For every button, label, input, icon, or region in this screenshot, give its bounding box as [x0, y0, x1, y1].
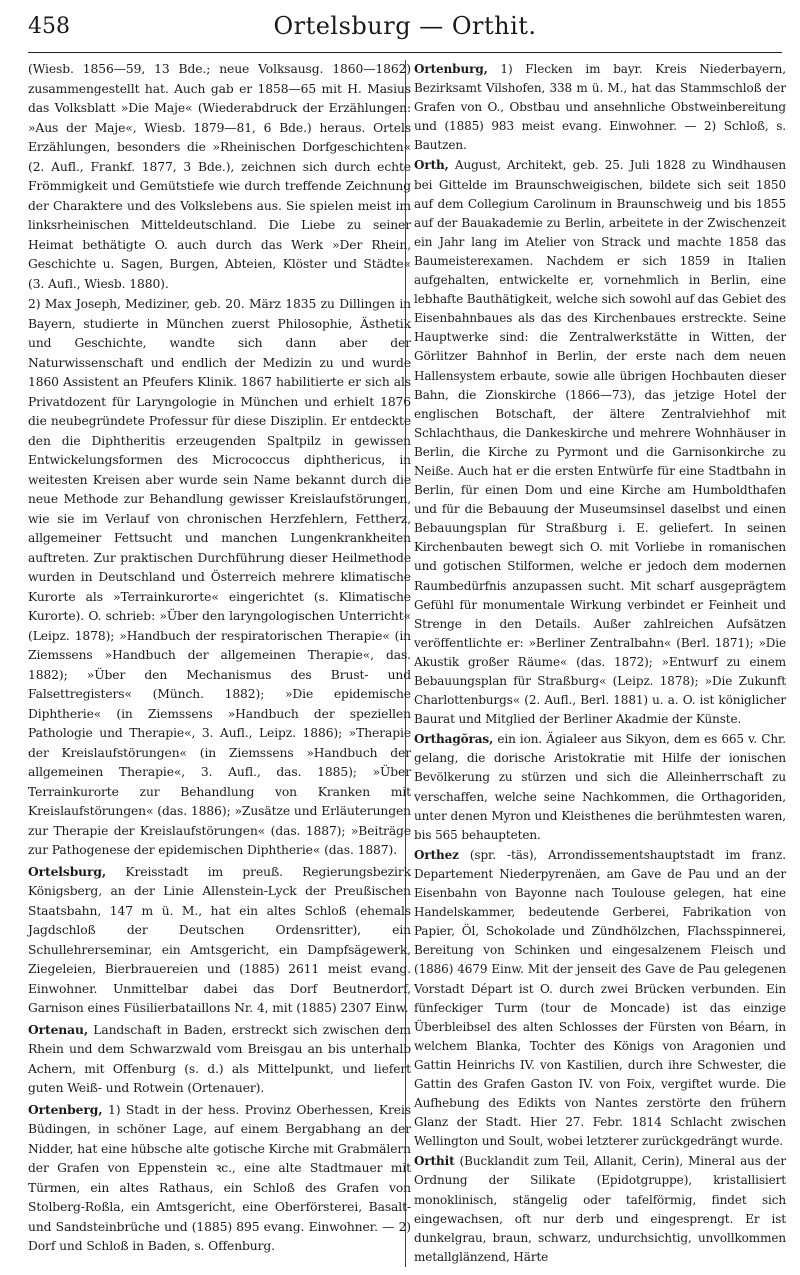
- entry-orth: Orth, August, Architekt, geb. 25. Juli 1828 zu Windhausen bei Gittelde im Braunschweigischen, bildete sich seit 1850 auf dem Collegium Carolinum in Braunschweig und bis 1855 auf der Bauakademie zu Berlin, arbeitete in der Zwischenzeit ein Jahr lang im Atelier von Strack und machte 1858 das Baumeisterexamen. Nachdem er sich 1859 in Italien aufgehalten, entwickelte er, vornehmlich in Berlin, eine lebhafte Bauthätigkeit, welche sich sowohl auf das Gebiet des Eisenbahnbaues als das des Kirchenbaues erstreckte. Seine Hauptwerke sind: die Zentralwerkstätte in Witten, der Görlitzer Bahnhof in Berlin, der erste nach dem neuen Hallensystem erbaute, sowie alle übrigen Hochbauten dieser Bahn, die Zionskirche (1866—73), das jetzige Hotel der englischen Botschaft, der ältere Zentralviehhof mit Schlachthaus, die Dankeskirche und mehrere Wohnhäuser in Berlin, die Kirche zu Pyrmont und die Garnisonkirche zu Neiße. Auch hat er die ersten Entwürfe für eine Stadtbahn in Berlin, für einen Dom und eine Kirche am Humboldthafen und für die Bebauung der Museumsinsel daselbst und einen Bebauungsplan für Straßburg i. E. geliefert. In seinen Kirchenbauten bewegt sich O. mit Vorliebe in romanischen und gotischen Stilformen, welche er jedoch dem modernen Raumbedürfnis anzupassen sucht. Mit scharf ausgeprägtem Gefühl für monumentale Wirkung verbindet er Feinheit und Strenge in den Details. Außer zahlreichen Aufsätzen veröffentlichte er: »Berliner Zentralbahn« (Berl. 1871); »Die Akustik großer Räume« (das. 1872); »Entwurf zu einem Bebauungsplan für Straßburg« (Leipz. 1878); »Die Zukunft Charlottenburgs« (2. Aufl., Berl. 1881) u. a. O. ist königlicher Baurat und Mitglied der Berliner Akadmie der Künste.: [414, 158, 786, 727]
- running-title: Ortelsburg — Orthit.: [273, 12, 537, 40]
- entry-orthez: Orthez (spr. -täs), Arrondissementshauptstadt im franz. Departement Niederpyrenäen, am Gave de Pau und an der Eisenbahn von Bayonne nach Toulouse gelegen, hat eine Handelskammer, bedeutende Gerberei, Fabrikation von Papier, Öl, Schokolade und Zündhölzchen, Flachsspinnerei, Bereitung von Schinken und eingesalzenem Fleisch und (1886) 4679 Einw. Mit der jenseit des Gave de Pau gelegenen Vorstadt Départ ist O. durch zwei Brücken verbunden. Ein fünfeckiger Turm (tour de Moncade) ist das einzige Überbleibsel des alten Schlosses der Fürsten von Béarn, in welchem Blanka, Tochter des Königs von Aragonien und Gattin Heinrichs IV. von Kastilien, durch ihre Schwester, die Gattin des Grafen Gaston IV. von Foix, vergiftet wurde. Die Aufhebung des Edikts von Nantes zerstörte den frühern Glanz der Stadt. Hier 27. Febr. 1814 Schlacht zwischen Wellington und Soult, wobei letzterer zurückgedrängt wurde.: [414, 847, 786, 1149]
- headword: Ortelsburg,: [28, 863, 107, 879]
- entry-ortenberg: Ortenberg, 1) Stadt in der hess. Provinz Oberhessen, Kreis Büdingen, in schöner Lage, auf einem Bergabhang an der Nidder, hat eine hübsche alte gotische Kirche mit Grabmälern der Grafen von Eppenstein ꝛc., eine alte Stadtmauer mit Türmen, ein altes Rathaus, ein Schloß des Grafen von Stolberg-Roßla, ein Amtsgericht, eine Oberförsterei, Basalt- und Sandsteinbrüche und (1885) 895 evang. Einwohner. — 2) Dorf und Schloß in Baden, s. Offenburg.: [28, 1101, 411, 1253]
- page-number: 458: [28, 14, 70, 39]
- headword: Orth,: [414, 158, 449, 173]
- entry-ortelsburg: Ortelsburg, Kreisstadt im preuß. Regierungsbezirk Königsberg, an der Linie Allenstein-Lyck der Preußischen Staatsbahn, 147 m ü. M., hat ein altes Schloß (ehemals Jagdschloß der Deutschen Ordensritter), ein Schullehrerseminar, ein Amtsgericht, ein Dampfsägewerk, Ziegeleien, Bierbrauereien und (1885) 2611 meist evang. Einwohner. Unmittelbar dabei das Dorf Beutnerdorf, Garnison eines Füsilierbataillons Nr. 4, mit (1885) 2307 Einw.: [28, 863, 411, 1015]
- headword: Ortenburg,: [414, 62, 488, 76]
- left-column: [28, 60, 411, 1258]
- entry-orthit: Orthit (Bucklandit zum Teil, Allanit, Cerin), Mineral aus der Ordnung der Silikate (Epidotgruppe), kristallisiert monoklinisch, stängelig oder tafelförmig, findet sich eingewachsen, oft nur derb und eingesprengt. Er ist dunkelgrau, braun, schwarz, undurchsichtig, unvollkommen metallglänzend, Härte: [414, 1154, 786, 1264]
- entry-paragraph: (Wiesb. 1856—59, 13 Bde.; neue Volksausg. 1860—1862) zusammengestellt hat. Auch gab er 1858—65 mit H. Masius das Volksblatt »Die Maje« (Wiederabdruck der Erzählungen: »Aus der Maje«, Wiesb. 1879—81, 6 Bde.) heraus. Ortels Erzählungen, besonders die »Rheinischen Dorfgeschichten« (2. Aufl., Frankf. 1877, 3 Bde.), zeichnen sich durch echte Frömmigkeit und Gemütstiefe wie durch treffende Zeichnung der Charaktere und des Volkslebens aus. Sie spielen meist im linksrheinischen Mitteldeutschland. Die Liebe zu seiner Heimat bethätigte O. auch durch das Werk »Der Rhein, Geschichte u. Sagen, Burgen, Abteien, Klöster und Städte« (3. Aufl., Wiesb. 1880).: [28, 62, 411, 291]
- headword: Ortenberg,: [28, 1101, 103, 1117]
- headword: Orthez: [414, 847, 459, 862]
- headword: Ortenau,: [28, 1021, 89, 1037]
- entry-paragraph: 2) Max Joseph, Mediziner, geb. 20. März 1835 zu Dillingen in Bayern, studierte in München zuerst Philosophie, Ästhetik und Geschichte, wandte sich dann aber der Naturwissenschaft und endlich der Medizin zu und wurde 1860 Assistent an Pfeufers Klinik. 1867 habilitierte er sich als Privatdozent für Laryngologie in München und erhielt 1876 die neubegründete Professur für diese Disziplin. Er entdeckte den die Diphtheritis erzeugenden Spaltpilz in gewissen Entwickelungsformen des Micrococcus diphthericus, in weitesten Kreisen aber wurde sein Name bekannt durch die neue Methode zur Behandlung gewisser Kreislaufstörungen, wie sie im Verlauf von chronischen Herzfehlern, Fettherz, allgemeiner Fettsucht und manchen Lungenkrankheiten auftreten. Zur praktischen Durchführung dieser Heilmethode wurden in Deutschland und Österreich mehrere klimatische Kurorte als »Terrainkurorte« eingerichtet (s. Klimatische Kurorte). O. schrieb: »Über den laryngologischen Unterricht« (Leipz. 1878); »Handbuch der respiratorischen Therapie« (in Ziemssens »Handbuch der allgemeinen Therapie«, das. 1882); »Über den Mechanismus des Brust- und Falsettregisters« (Münch. 1882); »Die epidemische Diphtherie« (in Ziemssens »Handbuch der speziellen Pathologie und Therapie«, 3. Aufl., Leipz. 1886); »Therapie der Kreislaufstörungen« (in Ziemssens »Handbuch der allgemeinen Therapie«, 3. Aufl., das. 1885); »Über Terrainkurorte zur Behandlung von Kranken mit Kreislaufstörungen« (das. 1886); »Zusätze und Erläuterungen zur Therapie der Kreislaufstörungen« (das. 1887); »Beiträge zur Pathogenese der epidemischen Diphtherie« (das. 1887).: [28, 297, 411, 857]
- right-column: [414, 60, 786, 1268]
- entry-ortenau: Ortenau, Landschaft in Baden, erstreckt sich zwischen dem Rhein und dem Schwarzwald vom Breisgau an bis unterhalb Achern, mit Offenburg (s. d.) als Mittelpunkt, und liefert guten Weiß- und Rotwein (Ortenauer).: [28, 1021, 411, 1095]
- entry-ortenburg: Ortenburg, 1) Flecken im bayr. Kreis Niederbayern, Bezirksamt Vilshofen, 338 m ü. M., hat das Stammschloß der Grafen von O., Obstbau und ansehnliche Obstweinbereitung und (1885) 983 meist evang. Einwohner. — 2) Schloß, s. Bautzen.: [414, 62, 786, 153]
- headword: Orthit: [414, 1154, 455, 1169]
- entry-orthagoras: Orthagŏras, ein ion. Ägialeer aus Sikyon, dem es 665 v. Chr. gelang, die dorische Aristokratie mit Hilfe der ionischen Bevölkerung zu stürzen und sich die Alleinherrschaft zu verschaffen, welche seine Nachkommen, die Orthagoriden, unter denen Myron und Kleisthenes die berühmtesten waren, bis 565 behaupteten.: [414, 732, 786, 842]
- headword: Orthagŏras,: [414, 732, 494, 747]
- header-rule: [28, 52, 782, 53]
- page-header: [28, 10, 782, 48]
